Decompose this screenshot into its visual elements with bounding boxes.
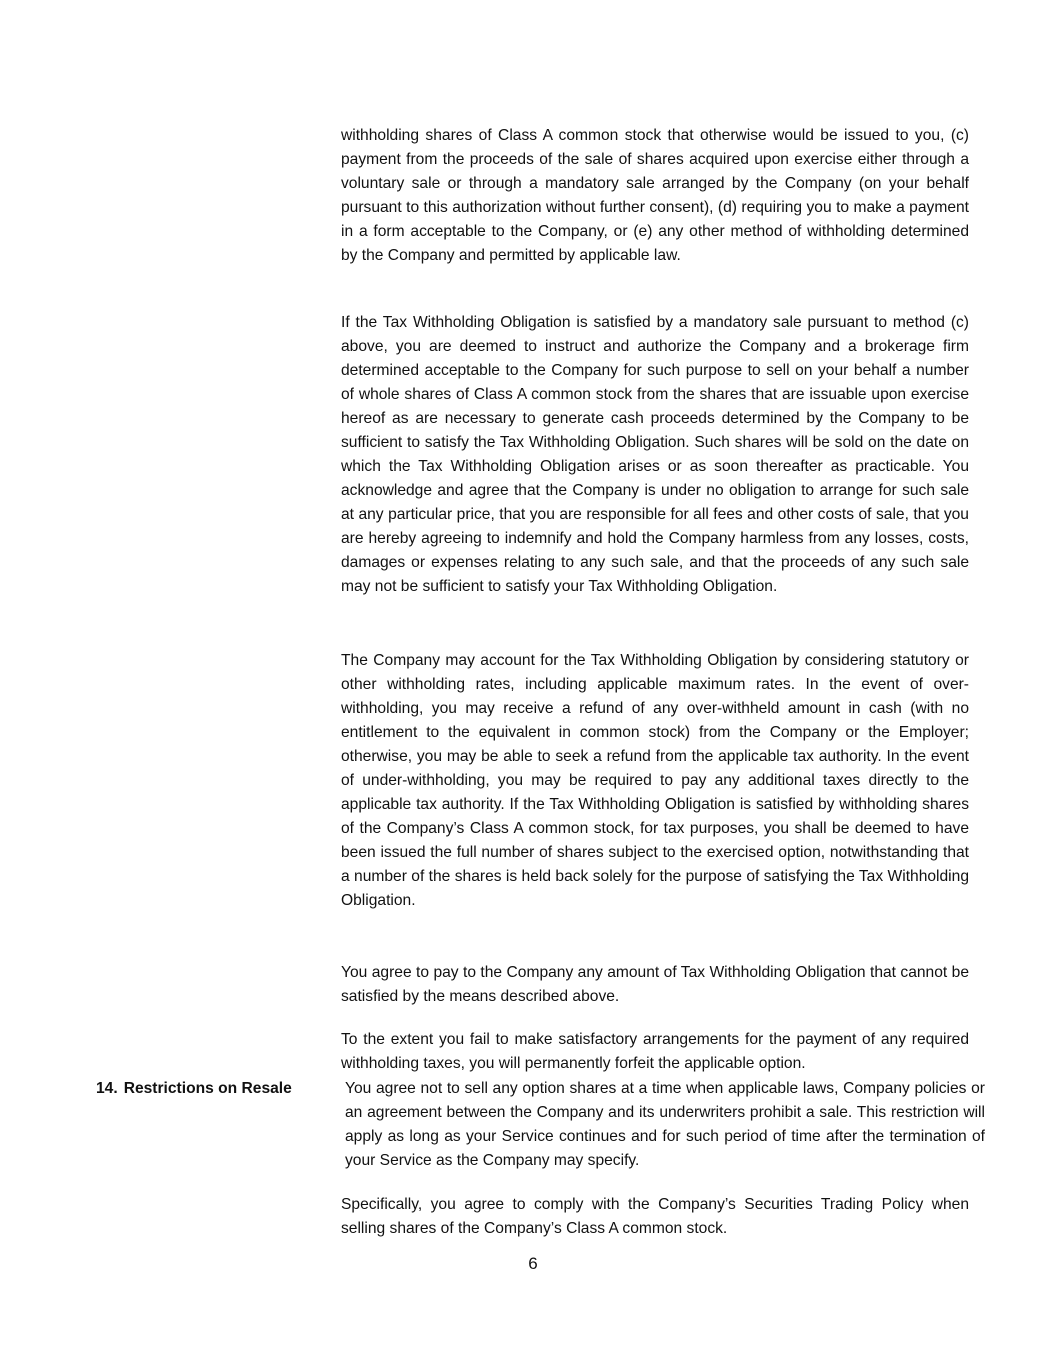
paragraph-withholding-methods: withholding shares of Class A common stock that otherwise would be issued to you, (c) payment from the proceeds of the sale of shares acquired upon exercise either through a voluntary sale or through a mandatory sale arranged by the Company (on your behalf pursuant to this authorization without further consent), (d) requiring you to make a payment in a form acceptable to the Company, or (e) any other method of withholding determined by the Company and permitted by applicable law.	[341, 127, 969, 264]
paragraph-resale-restriction: You agree not to sell any option shares at a time when applicable laws, Company policies or an agreement between the Company and its underwriters prohibit a sale. This restriction will apply as long as your Service continues and for such period of time after the termination of your Service as the Company may specify.	[345, 1080, 985, 1169]
page-number: 6	[528, 1254, 538, 1273]
section-title: Restrictions on Resale	[123, 1080, 292, 1097]
paragraph-mandatory-sale: If the Tax Withholding Obligation is satisfied by a mandatory sale pursuant to method (c) above, you are deemed to instruct and authorize the Company and a brokerage firm determined acceptable to the Company for such purpose to sell on your behalf a number of whole shares of Class A common stock from the shares that are issuable upon exercise hereof as are necessary to generate cash proceeds determined by the Company to be sufficient to satisfy the Tax Withholding Obligation. Such shares will be sold on the date on which the Tax Withholding Obligation arises or as soon thereafter as practicable. You acknowledge and agree that the Company is under no obligation to arrange for such sale at any particular price, that you are responsible for all fees and other costs of sale, that you are hereby agreeing to indemnify and hold the Company harmless from any losses, costs, damages or expenses relating to any such sale, and that the proceeds of any such sale may not be sufficient to satisfy your Tax Withholding Obligation.	[341, 314, 969, 595]
paragraph-trading-policy: Specifically, you agree to comply with the Company’s Securities Trading Policy when selling shares of the Company’s Class A common stock.	[341, 1196, 969, 1237]
paragraph-withholding-rates: The Company may account for the Tax Withholding Obligation by considering statutory or other withholding rates, including applicable maximum rates. In the event of over-withholding, you may receive a refund of any over-withheld amount in cash (with no entitlement to the equivalent in common stock) from the Company or the Employer; otherwise, you may be able to seek a refund from the applicable tax authority. In the event of under-withholding, you may be required to pay any additional taxes directly to the applicable tax authority. If the Tax Withholding Obligation is satisfied by withholding shares of the Company’s Class A common stock, for tax purposes, you shall be deemed to have been issued the full number of shares subject to the exercised option, notwithstanding that a number of the shares is held back solely for the purpose of satisfying the Tax Withholding Obligation.	[341, 652, 969, 909]
paragraph-forfeit-option: To the extent you fail to make satisfactory arrangements for the payment of any required withholding taxes, you will permanently forfeit the applicable option.	[341, 1031, 969, 1072]
section-number: 14.	[96, 1080, 118, 1097]
section-heading-restrictions-on-resale	[96, 1077, 292, 1101]
paragraph-pay-remaining: You agree to pay to the Company any amount of Tax Withholding Obligation that cannot be satisfied by the means described above.	[341, 964, 969, 1005]
